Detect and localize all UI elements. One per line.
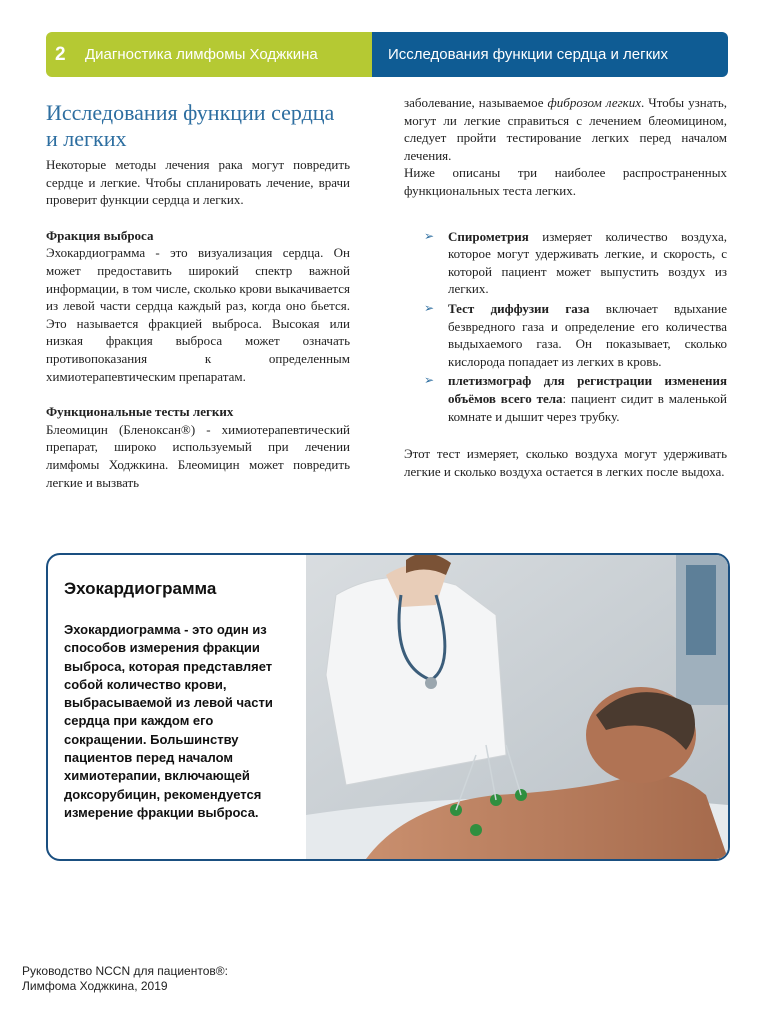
list-item-term: Тест диффузии газа	[448, 300, 590, 316]
ejection-fraction-heading: Фракция выброса	[46, 227, 154, 243]
echocardiogram-callout	[46, 553, 730, 861]
continued-text-end: . Чтобы узнать, могут ли легкие справиться с лечением блеомицином, следует пройти тестирование легких перед началом лечения.	[404, 95, 727, 163]
list-item-text: : пациент сидит в маленькой комнате и дышит через трубку.	[448, 390, 728, 424]
callout-text-panel	[48, 555, 306, 859]
list-item	[424, 372, 728, 425]
footer-line-2: Лимфома Ходжкина, 2019	[22, 979, 168, 993]
arrow-bullet-icon: ➢	[424, 228, 435, 243]
footer-line-1: Руководство NCCN для пациентов®:	[22, 964, 228, 978]
list-item-text: включает вдыхание безвредного газа и определение его количества выдыхаемого газа. Он показывает, сколько кислорода попадает из легких в кровь.	[448, 300, 727, 369]
lung-tests-paragraph: Блеомицин (Бленоксан®) - химиотерапевтический препарат, широко используемый при лечении лимфомы Ходжкина. Блеомицин может повредить легкие и вызвать	[46, 421, 350, 490]
list-item-term: Спирометрия	[448, 228, 529, 244]
page-footer	[22, 964, 228, 994]
continued-text-start: заболевание, называемое	[404, 95, 548, 110]
continued-paragraph	[404, 94, 727, 164]
page-title: Исследования функции сердца и легких	[46, 100, 335, 151]
left-column	[46, 100, 350, 491]
callout-title: Эхокардиограмма	[64, 579, 217, 598]
list-item	[424, 300, 727, 370]
section-banner	[372, 32, 728, 77]
tests-intro-paragraph: Ниже описаны три наиболее распространенных функциональных теста легких.	[404, 165, 727, 198]
chapter-title: Диагностика лимфомы Ходжкина	[85, 46, 318, 63]
arrow-bullet-icon: ➢	[424, 300, 435, 315]
list-item-text: измеряет количество воздуха, которое могут удерживать легкие, и скорость, с которой пациент может выпустить воздух из легких.	[448, 228, 727, 297]
section-title: Исследования функции сердца и легких	[388, 46, 669, 63]
intro-paragraph: Некоторые методы лечения рака могут повредить сердце и легкие. Чтобы спланировать лечение, врачи проверит функции сердца и легких.	[46, 157, 350, 208]
list-item-term: плетизмограф для регистрации изменения объёмов всего тела	[448, 373, 727, 406]
patient-echocardiogram-photo	[306, 555, 728, 859]
chapter-banner	[46, 32, 372, 77]
fibrosis-term: фиброзом легких	[547, 95, 642, 110]
closing-paragraph: Этот тест измеряет, сколько воздуха могут удерживать легкие и сколько воздуха остается в легких после выдоха.	[404, 446, 727, 479]
right-column	[404, 94, 727, 480]
lung-tests-list	[404, 228, 727, 426]
ejection-fraction-paragraph: Эхокардиограмма - это визуализация сердца. Он может предоставить широкий спектр важной информации, в том числе, сколько крови выкачивается из левой части сердца каждый раз, когда оно бьется. Это называется фракцией выброса. Высокая или низкая фракция выброса может означать противопоказания к определенным химиотерапевтическим препаратам.	[46, 245, 350, 384]
lung-tests-heading: Функциональные тесты легких	[46, 404, 234, 420]
chapter-number: 2	[55, 43, 66, 65]
arrow-bullet-icon: ➢	[424, 373, 435, 388]
callout-body: Эхокардиограмма - это один из способов измерения фракции выброса, которая представляет собой количество крови, выбрасываемой из левой части сердца при каждом его сокращении. Большинству пациентов перед началом химиотерапии, включающей доксорубицин, рекомендуется измерение фракции выброса.	[64, 622, 273, 820]
list-item	[424, 228, 727, 298]
page-header	[46, 32, 728, 77]
